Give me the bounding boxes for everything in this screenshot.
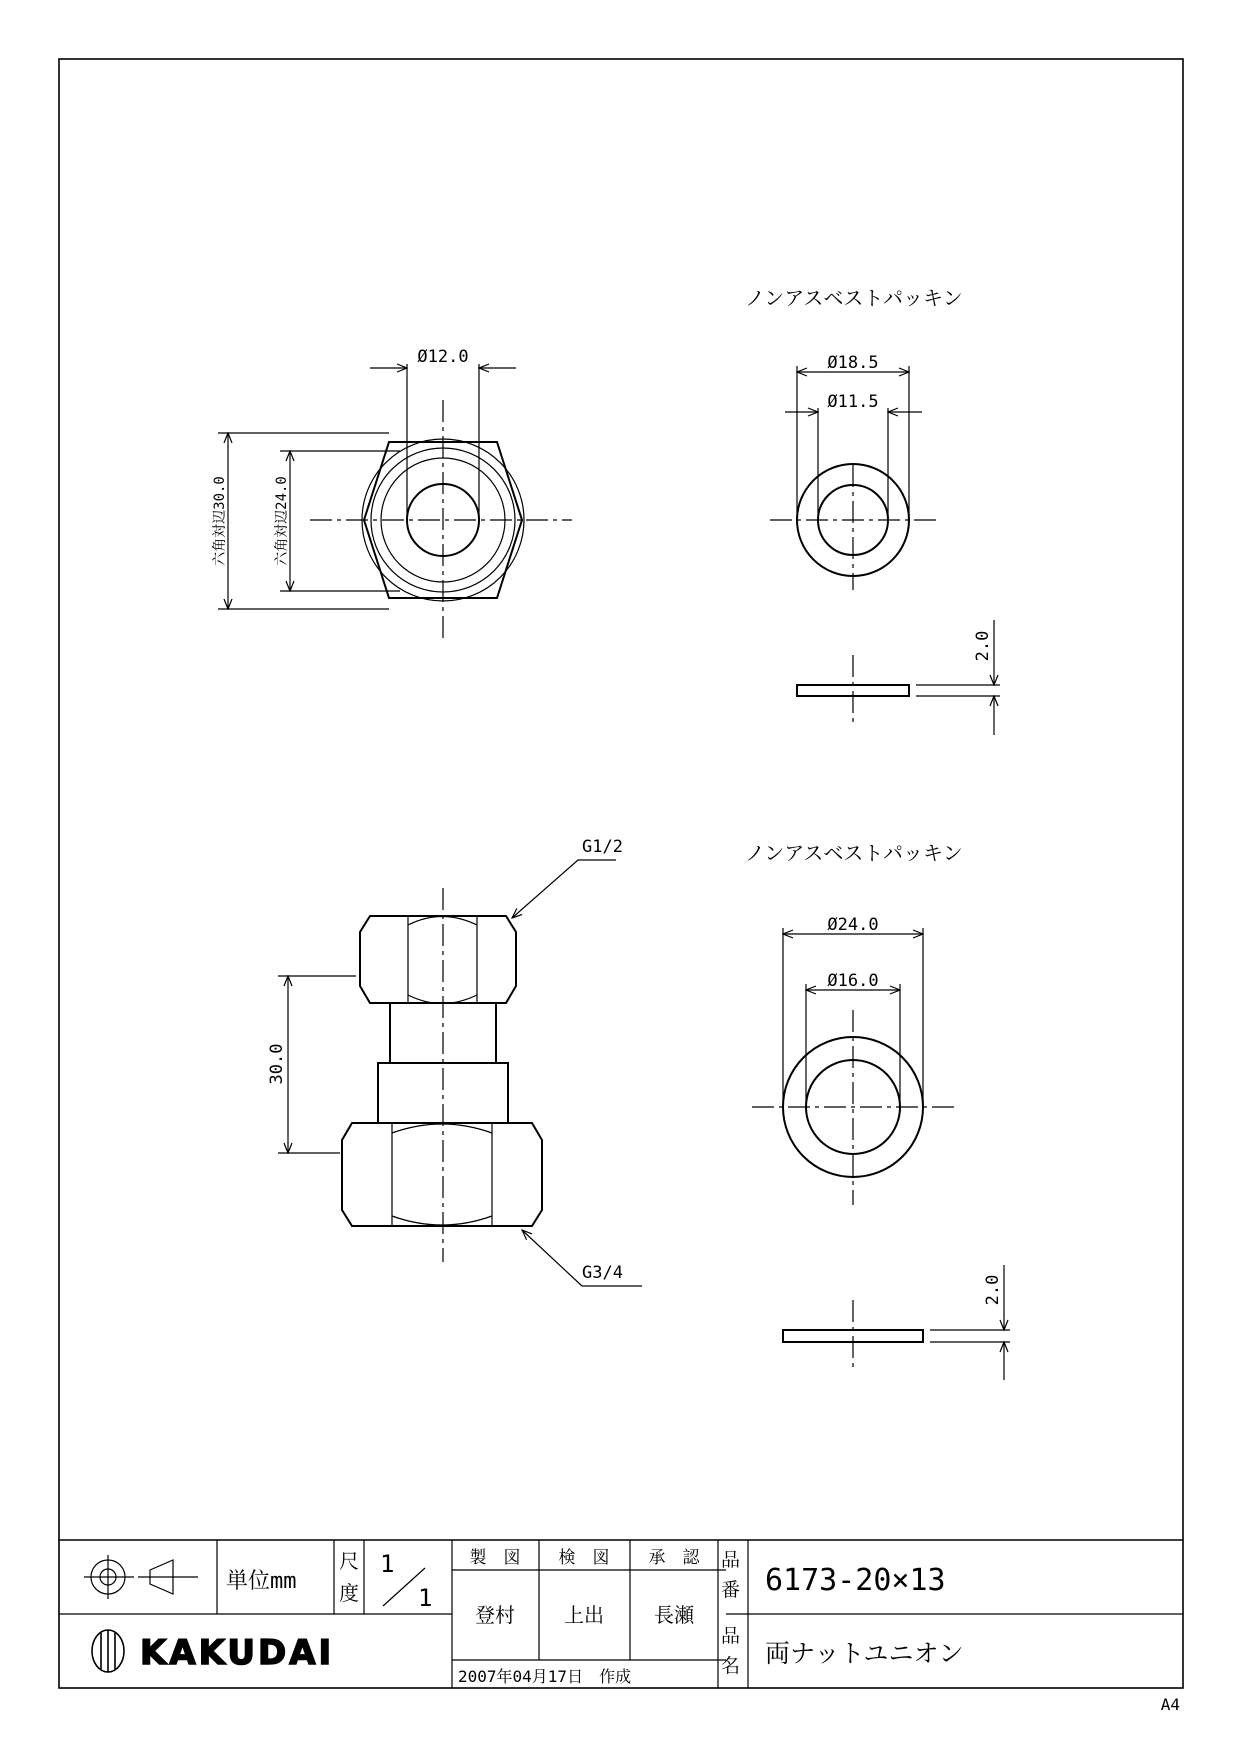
- title-block: [59, 1540, 1183, 1688]
- packing-large-thickness: 2.0: [983, 1274, 1003, 1306]
- packing-small-title: ノンアスベストパッキン: [745, 286, 963, 310]
- part-name-label-1: 品: [721, 1625, 741, 1647]
- scale-label-1: 尺: [339, 1549, 359, 1573]
- packing-small-od: Ø18.5: [827, 353, 879, 373]
- scale-label-2: 度: [339, 1581, 359, 1605]
- kakudai-logo: [92, 1630, 334, 1673]
- brand-wordmark: KAKUDAI: [140, 1633, 335, 1673]
- sheet-border: [59, 59, 1183, 1688]
- bore-dia-label: Ø12.0: [417, 347, 469, 367]
- union-length-label: 30.0: [267, 1043, 287, 1085]
- projection-symbol-icon: [84, 1555, 198, 1599]
- col-drawn-header: 製 図: [469, 1548, 521, 1568]
- packing-large-id: Ø16.0: [827, 971, 879, 991]
- packing-large-title: ノンアスベストパッキン: [745, 841, 963, 865]
- part-number: 6173-20×13: [765, 1563, 946, 1598]
- sheet-size-label: A4: [1160, 1695, 1180, 1714]
- thread-top-label: G1/2: [582, 837, 623, 857]
- hex-nut-front-view: [212, 347, 572, 640]
- checked-by: 上出: [564, 1603, 604, 1627]
- scale-numerator: 1: [380, 1550, 395, 1578]
- packing-small-id: Ø11.5: [827, 392, 879, 412]
- union-side-view: [267, 837, 642, 1286]
- part-no-label-2: 番: [721, 1579, 741, 1601]
- col-checked-header: 検 図: [558, 1548, 610, 1568]
- packing-small-thickness: 2.0: [973, 630, 993, 662]
- col-approved-header: 承 認: [648, 1548, 700, 1568]
- part-name: 両ナットユニオン: [765, 1639, 964, 1668]
- packing-small-view: [745, 286, 1000, 735]
- approved-by: 長瀬: [654, 1603, 694, 1627]
- packing-large-od: Ø24.0: [827, 915, 879, 935]
- scale-denominator: 1: [418, 1584, 433, 1612]
- part-name-label-2: 名: [721, 1655, 741, 1677]
- unit-label: 単位mm: [226, 1569, 297, 1594]
- date-created: 2007年04月17日 作成: [458, 1667, 632, 1686]
- drawn-by: 登村: [475, 1603, 515, 1627]
- thread-bottom-label: G3/4: [582, 1263, 623, 1283]
- across-flats-24-label: 六角対辺24.0: [274, 476, 290, 566]
- packing-large-view: [745, 841, 1010, 1380]
- part-no-label-1: 品: [721, 1549, 741, 1571]
- across-flats-30-label: 六角対辺30.0: [212, 476, 228, 566]
